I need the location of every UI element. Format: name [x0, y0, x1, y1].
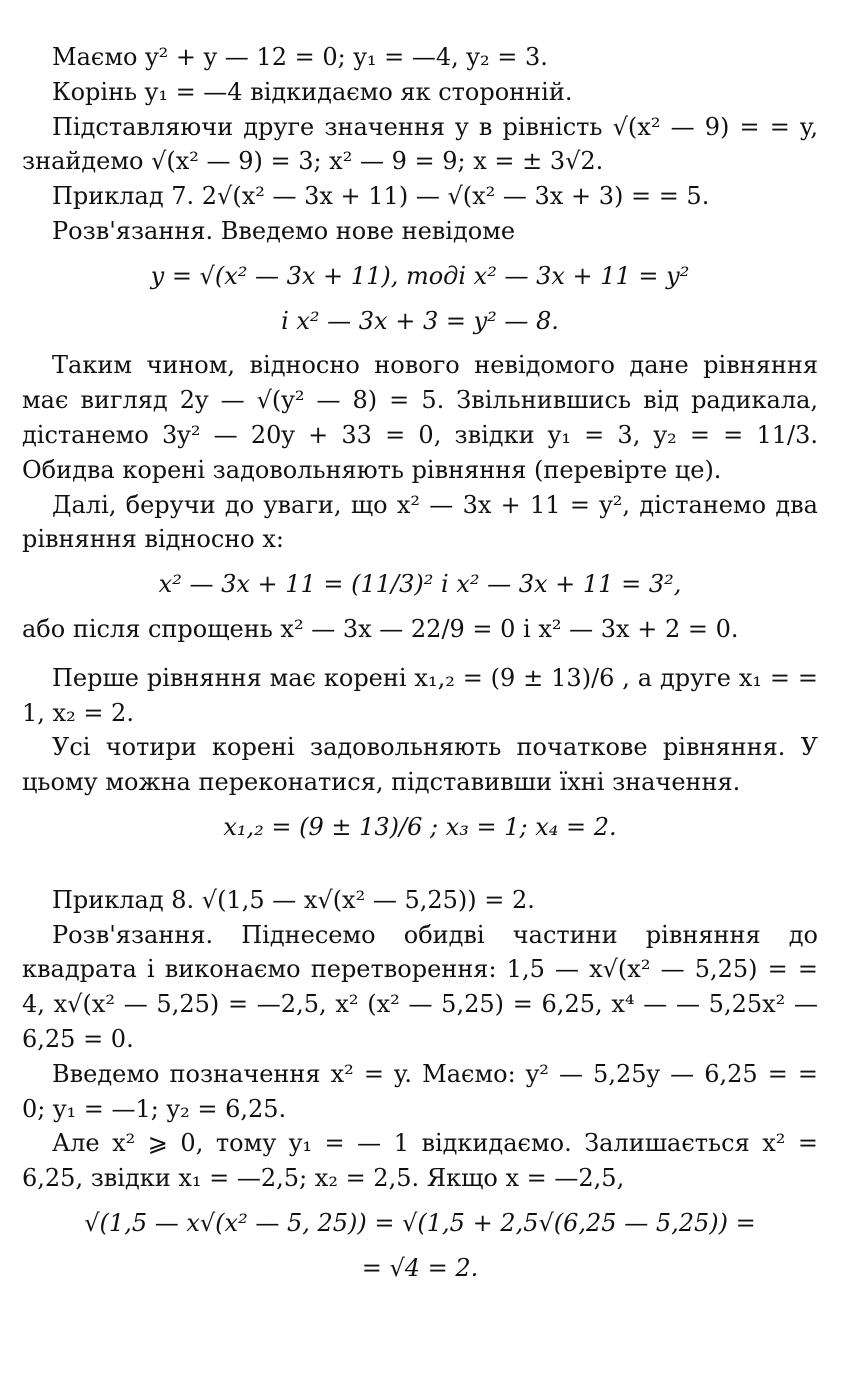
paragraph-reject-root: Корінь y₁ = —4 відкидаємо як сторонній.: [52, 77, 573, 106]
equation-new-unknown: y = √(x² — 3x + 11), тоді x² — 3x + 11 = y²: [150, 261, 690, 290]
paragraph-simplified: або після спрощень x² — 3x — 22/9 = 0 і x² — 3x + 2 = 0.: [22, 614, 739, 643]
example-7-statement: Приклад 7. 2√(x² — 3x + 11) — √(x² — 3x + 3) = = 5.: [52, 182, 710, 211]
equation-result: = √4 = 2.: [361, 1253, 479, 1282]
paragraph-substitution-y: Введемо позначення x² = y. Маємо: y² — 5,25y — 6,25 = = 0; y₁ = —1; y₂ = 6,25.: [22, 1059, 818, 1123]
paragraph-roots-y: Маємо y² + y — 12 = 0; y₁ = —4, y₂ = 3.: [52, 43, 548, 71]
example-8-solution: Розв'язання. Піднесемо обидві частини рівняння до квадрата і виконаємо перетворення: 1,5 — x√(x² — 5,25) = = 4, x√(x² — 5,25) = —2,5, x² (x² — 5,25) = 6,25, x⁴ — — 5,25x² — 6,25 = 0.: [22, 920, 818, 1053]
paragraph-new-form: Таким чином, відносно нового невідомого дане рівняння має вигляд 2y — √(y² — 8) = 5. Звільнившись від радикала, дістанемо 3y² — 20y + 33 = 0, звідки y₁ = 3, y₂ = = 11/3. Обидва корені задовольняють рівняння (перевірте це).: [22, 351, 818, 484]
equation-check: √(1,5 — x√(x² — 5, 25)) = √(1,5 + 2,5√(6,25 — 5,25)) =: [84, 1208, 756, 1237]
paragraph-two-equations: Далі, беручи до уваги, що x² — 3x + 11 = y², дістанемо два рівняння відносно x:: [22, 490, 818, 554]
paragraph-roots-x: Перше рівняння має корені x₁,₂ = (9 ± 13)/6 , а друге x₁ = = 1, x₂ = 2.: [22, 663, 818, 727]
example-7-solution-intro: Розв'язання. Введемо нове невідоме: [52, 216, 516, 245]
equation-two-cases: x² — 3x + 11 = (11/3)² і x² — 3x + 11 = 3²,: [158, 570, 682, 599]
equation-roots-list: x₁,₂ = (9 ± 13)/6 ; x₃ = 1; x₄ = 2.: [223, 812, 617, 841]
example-8-statement: Приклад 8. √(1,5 — x√(x² — 5,25)) = 2.: [52, 885, 535, 914]
paragraph-all-roots: Усі чотири корені задовольняють початкове рівняння. У цьому можна переконатися, підставивши їхні значення.: [22, 733, 818, 797]
equation-relation: і x² — 3x + 3 = y² — 8.: [281, 306, 559, 335]
paragraph-substitute: Підставляючи друге значення y в рівність √(x² — 9) = = y, знайдемо √(x² — 9) = 3; x² — 9 = 9; x = ± 3√2.: [22, 112, 818, 176]
paragraph-reject-y1: Але x² ⩾ 0, тому y₁ = — 1 відкидаємо. Залишається x² = 6,25, звідки x₁ = —2,5; x₂ = 2,5. Якщо x = —2,5,: [22, 1129, 818, 1193]
